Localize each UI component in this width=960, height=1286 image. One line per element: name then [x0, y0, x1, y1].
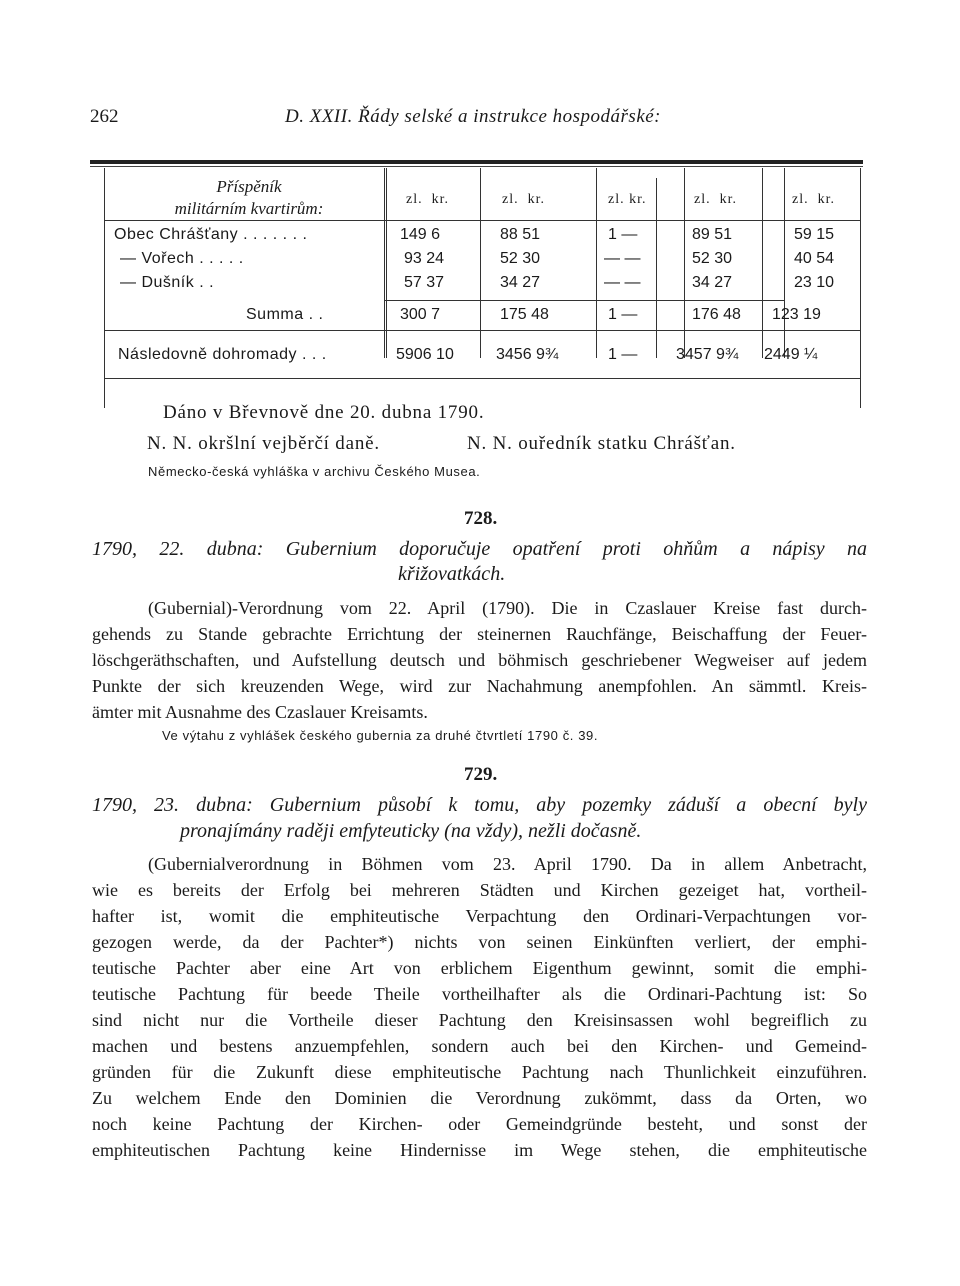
dated-line: Dáno v Břevnově dne 20. dubna 1790.: [163, 402, 485, 423]
unit-header: zl. kr.: [406, 192, 449, 207]
paragraph-line: wie es bereits der Erfolg bei mehreren Städten und Kirchen gezeiget hat, vortheil-: [92, 880, 867, 900]
section-heading-cont: křižovatkách.: [398, 563, 506, 585]
section-heading: 1790, 23. dubna: Gubernium působí k tomu, aby pozemky záduší a obecní byly: [92, 794, 867, 816]
table-cell: 1 —: [608, 306, 638, 323]
section-number: 728.: [464, 508, 498, 529]
paragraph-line: noch keine Pachtung der Kirchen- oder Gemeindgründe besteht, und sonst der: [92, 1114, 867, 1134]
row-label: — Dušník . .: [120, 274, 215, 291]
table-cell: 52 30: [692, 250, 733, 267]
table-cell: 3457 9¾: [676, 346, 739, 363]
table-cell: 88 51: [500, 226, 541, 243]
summa-underline: [104, 330, 861, 331]
table-cell: 40 54: [794, 250, 835, 267]
paragraph-line: hafter ist, womit die emphiteutische Verpachtung den Ordinari-Verpachtungen vor-: [92, 906, 867, 926]
paragraph-line: emphiteutischen Pachtung keine Hindernisse im Wege stehen, die emphiteutische: [92, 1140, 867, 1160]
unit-header: zl. kr.: [694, 192, 737, 207]
signature-right: N. N. ouředník statku Chrášťan.: [467, 433, 736, 454]
source-note: Ve výtahu z vyhlášek českého gubernia za druhé čtvrtletí 1790 č. 39.: [162, 728, 599, 743]
table-right-border: [860, 168, 861, 408]
table-cell: 5906 10: [396, 346, 454, 363]
table-cell: 23 10: [794, 274, 835, 291]
table-left-border: [104, 168, 105, 408]
table-cell: 3456 9¾: [496, 346, 559, 363]
paragraph-line: machen und bestens anzuempfehlen, sondern auch bei den Kirchen- und Gemeind-: [92, 1036, 867, 1056]
page-number: 262: [90, 106, 119, 127]
table-cell: 123 19: [772, 306, 821, 323]
paragraph-line: gehends zu Stande gebrachte Errichtung der steinernen Rauchfänge, Beischaffung der Feuer-: [92, 624, 867, 644]
unit-header: zl. kr.: [608, 192, 647, 207]
sum-rule: [384, 300, 784, 301]
paragraph-line: sind nicht nur die Vortheile dieser Pachtung den Kreisinsassen wohl begreiflich zu: [92, 1010, 867, 1030]
paragraph-line: Zu welchem Ende den Dominien die Verordnung zukömmt, dass da Orten, wo: [92, 1088, 867, 1108]
paragraph-line: löschgeräthschaften, und Aufstellung deutsch und böhmisch geschriebener Wegweiser auf jedem: [92, 650, 867, 670]
table-cell: 59 15: [794, 226, 835, 243]
paragraph-line: teutische Pachtung für beede Theile vortheilhafter als die Ordinari-Pachtung ist: So: [92, 984, 867, 1004]
summa-label: Summa . .: [246, 306, 324, 323]
row-label: — Vořech . . . . .: [120, 250, 244, 267]
signature-left: N. N. okršlní vejběrčí daně.: [147, 433, 380, 454]
paragraph-line: gründen für die Zukunft diese emphiteutische Pachtung nach Thunlichkeit einzuführen.: [92, 1062, 867, 1082]
header-label-line2: militárním kvartirům:: [174, 199, 324, 218]
table-cell: 175 48: [500, 306, 549, 323]
paragraph-line: gezogen werde, da der Pachter*) nichts von seinen Einkünften verliert, der emphi-: [92, 932, 867, 952]
paragraph-line: teutische Pachter aber eine Art von erblichem Eigenthum gewinnt, somit die emphi-: [92, 958, 867, 978]
table-cell: 34 27: [500, 274, 541, 291]
contribution-table: [104, 168, 864, 408]
table-cell: 1 —: [608, 226, 638, 243]
running-head: [90, 106, 870, 136]
unit-header: zl. kr.: [502, 192, 545, 207]
table-cell: 149 6: [400, 226, 441, 243]
table-cell: 300 7: [400, 306, 441, 323]
col-divider: [656, 178, 657, 358]
unit-header: zl. kr.: [792, 192, 835, 207]
paragraph-line: ämter mit Ausnahme des Czaslauer Kreisamts.: [92, 702, 428, 722]
table-cell: 57 37: [404, 274, 445, 291]
table-cell: 34 27: [692, 274, 733, 291]
paragraph-line: (Gubernialverordnung in Böhmen vom 23. April 1790. Da in allem Anbetracht,: [148, 854, 867, 874]
source-note: Německo-česká vyhláška v archivu Českého Musea.: [148, 464, 481, 479]
table-cell: 52 30: [500, 250, 541, 267]
running-title: D. XXII. Řády selské a instrukce hospodářské:: [285, 106, 662, 127]
section-heading-cont: pronajímány raději emfyteuticky (na vždy), nežli dočasně.: [180, 820, 642, 842]
table-cell: 93 24: [404, 250, 445, 267]
table-cell: — —: [604, 250, 641, 267]
table-cell: 1 —: [608, 346, 638, 363]
header-underline: [104, 220, 861, 221]
table-cell: — —: [604, 274, 641, 291]
section-number: 729.: [464, 764, 498, 785]
section-heading: 1790, 22. dubna: Gubernium doporučuje opatření proti ohňům a nápisy na: [92, 538, 867, 560]
row-label: Obec Chrášťany . . . . . . .: [114, 226, 308, 243]
header-label-line1: Příspěník: [216, 177, 282, 196]
paragraph-line: (Gubernial)-Verordnung vom 22. April (1790). Die in Czaslauer Kreise fast durch-: [148, 598, 867, 618]
paragraph-line: Punkte der sich kreuzenden Wege, wird zur Nachahmung anempfohlen. An sämmtl. Kreis-: [92, 676, 867, 696]
table-cell: 2449 ¼: [764, 346, 818, 363]
total-label: Následovně dohromady . . .: [118, 346, 327, 363]
table-cell: 176 48: [692, 306, 741, 323]
total-underline: [104, 378, 861, 379]
header-label: [124, 176, 374, 220]
header-rule: [90, 160, 863, 164]
table-cell: 89 51: [692, 226, 733, 243]
header-rule-thin: [90, 166, 863, 167]
